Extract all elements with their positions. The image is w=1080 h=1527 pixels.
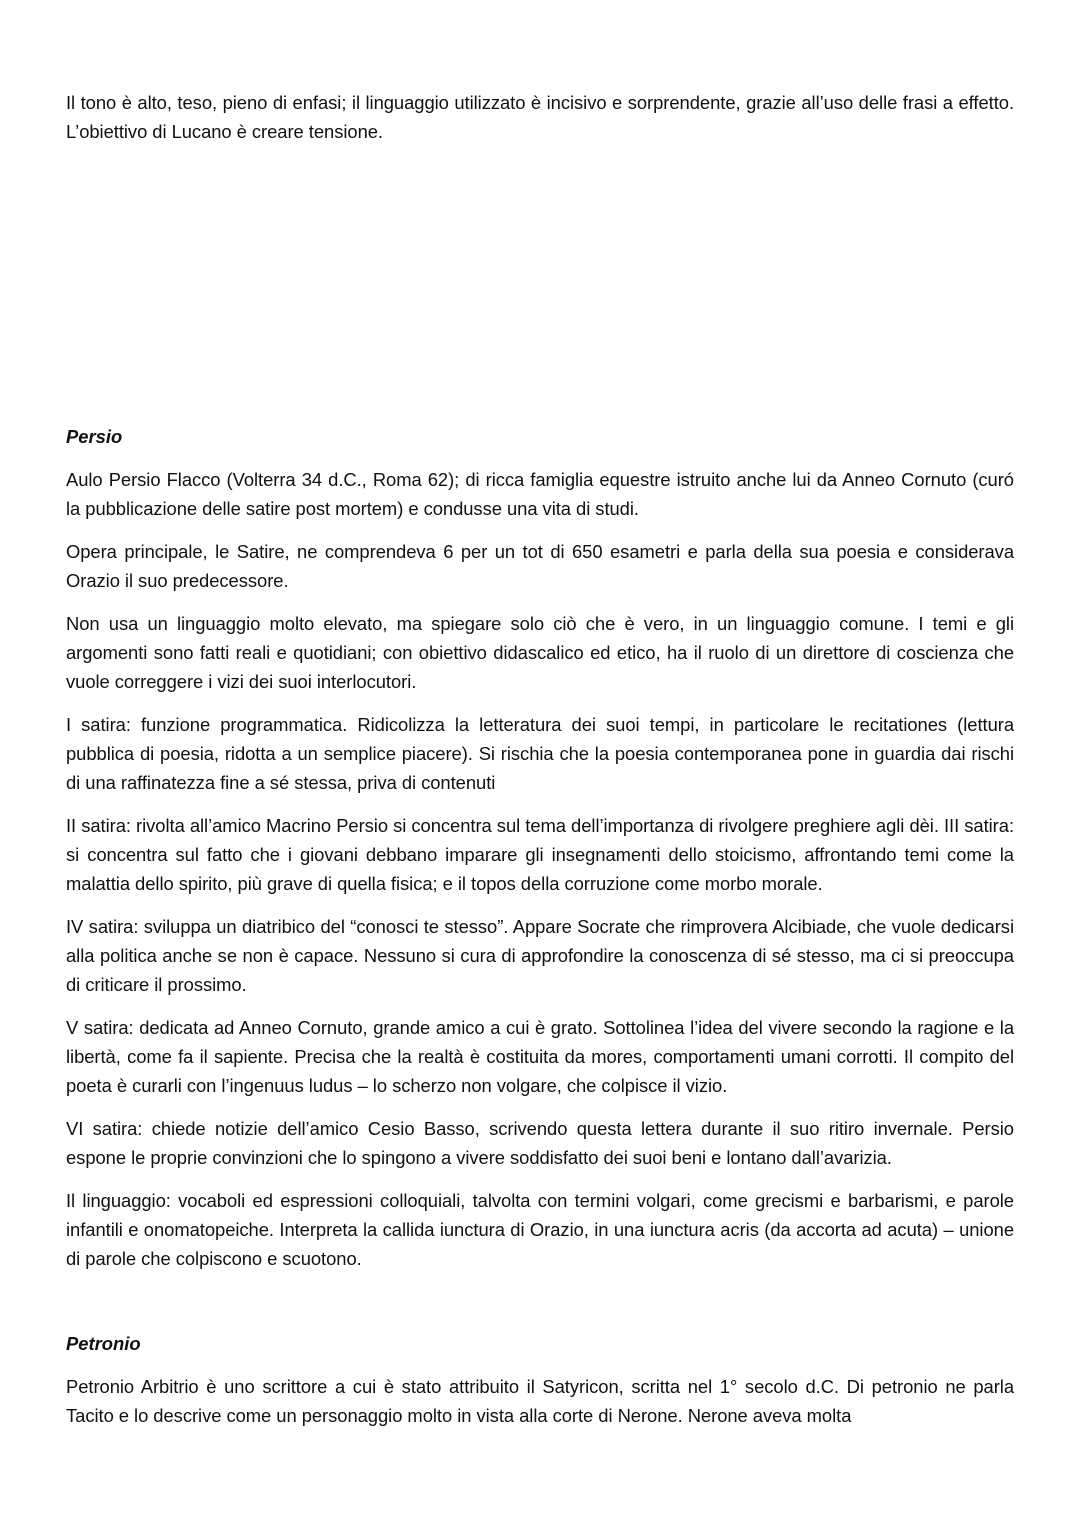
section-persio: [66, 422, 1014, 1273]
intro-paragraph: Il tono è alto, teso, pieno di enfasi; il linguaggio utilizzato è incisivo e sorprendente, grazie all’uso delle frasi a effetto. L’obiettivo di Lucano è creare tensione.: [66, 92, 1014, 142]
section-petronio: [66, 1329, 1014, 1430]
persio-paragraph-9: Il linguaggio: vocaboli ed espressioni colloquiali, talvolta con termini volgari, come grecismi e barbarismi, e parole infantili e onomatopeiche. Interpreta la callida iunctura di Orazio, in una iunctura acris (da accorta ad acuta) – unione di parole che colpiscono e scuotono.: [66, 1190, 1014, 1269]
persio-paragraph-2: Opera principale, le Satire, ne comprendeva 6 per un tot di 650 esametri e parla della sua poesia e considerava Orazio il suo predecessore.: [66, 541, 1014, 591]
persio-paragraph-8: VI satira: chiede notizie dell’amico Cesio Basso, scrivendo questa lettera durante il suo ritiro invernale. Persio espone le proprie convinzioni che lo spingono a vivere soddisfatto dei suoi beni e lontano dall’avarizia.: [66, 1118, 1014, 1168]
persio-paragraph-4: I satira: funzione programmatica. Ridicolizza la letteratura dei suoi tempi, in particolare le recitationes (lettura pubblica di poesia, ridotta a un semplice piacere). Si rischia che la poesia contemporanea pone in guardia dai rischi di una raffinatezza fine a sé stessa, priva di contenuti: [66, 714, 1014, 793]
persio-paragraph-6: IV satira: sviluppa un diatribico del “conosci te stesso”. Appare Socrate che rimprovera Alcibiade, che vuole dedicarsi alla politica anche se non è capace. Nessuno si cura di approfondire la conoscenza di sé stesso, ma ci si preoccupa di criticare il prossimo.: [66, 916, 1014, 995]
section-title-petronio: Petronio: [66, 1333, 141, 1354]
persio-paragraph-1: Aulo Persio Flacco (Volterra 34 d.C., Roma 62); di ricca famiglia equestre istruito anche lui da Anneo Cornuto (curó la pubblicazione delle satire post mortem) e condusse una vita di studi.: [66, 469, 1014, 519]
persio-paragraph-7: V satira: dedicata ad Anneo Cornuto, grande amico a cui è grato. Sottolinea l’idea del vivere secondo la ragione e la libertà, come fa il sapiente. Precisa che la realtà è costituita da mores, comportamenti umani corrotti. Il compito del poeta è curarli con l’ingenuus ludus – lo scherzo non volgare, che colpisce il vizio.: [66, 1017, 1014, 1096]
section-title-persio: Persio: [66, 426, 123, 447]
petronio-paragraph-1: Petronio Arbitrio è uno scrittore a cui è stato attribuito il Satyricon, scritta nel 1° secolo d.C. Di petronio ne parla Tacito e lo descrive come un personaggio molto in vista alla corte di Nerone. Nerone aveva molta: [66, 1376, 1014, 1426]
document-page: [66, 88, 1014, 1430]
persio-paragraph-3: Non usa un linguaggio molto elevato, ma spiegare solo ciò che è vero, in un linguaggio comune. I temi e gli argomenti sono fatti reali e quotidiani; con obiettivo didascalico ed etico, ha il ruolo di un direttore di coscienza che vuole correggere i vizi dei suoi interlocutori.: [66, 613, 1014, 692]
persio-paragraph-5: II satira: rivolta all’amico Macrino Persio si concentra sul tema dell’importanza di rivolgere preghiere agli dèi. III satira: si concentra sul fatto che i giovani debbano imparare gli insegnamenti dello stoicismo, affrontando temi come la malattia dello spirito, più grave di quella fisica; e il topos della corruzione come morbo morale.: [66, 815, 1014, 894]
